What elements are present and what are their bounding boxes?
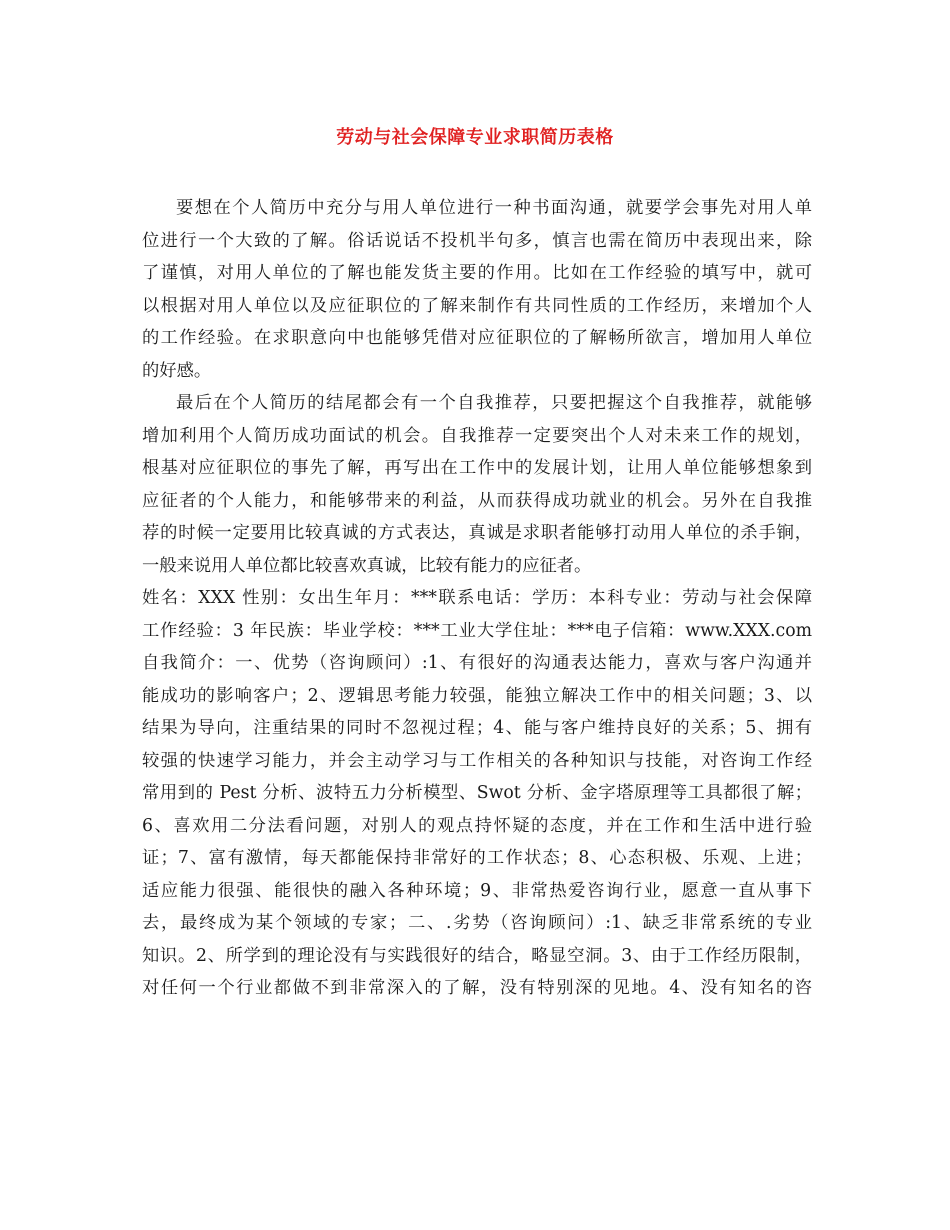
self-intro-line-10: 知识。2、所学到的理论没有与实践很好的结合，略显空洞。3、由于工作经历限制， bbox=[142, 945, 812, 966]
self-intro-line-5: 常用到的 Pest 分析、波特五力分析模型、Swot 分析、金字塔原理等工具都很了解； bbox=[142, 783, 812, 803]
resume-info-line-2: 工作经验：3 年民族：毕业学校：***工业大学住址：***电子信箱：www.XXX.com bbox=[142, 620, 812, 641]
resume-info-line-1: 姓名：XXX 性别：女出生年月：***联系电话：学历：本科专业：劳动与社会保障 bbox=[142, 588, 812, 608]
paragraph-1-line-3: 了谨慎，对用人单位的了解也能发货主要的作用。比如在工作经验的填写中，就可 bbox=[142, 263, 812, 283]
self-intro-line-8: 适应能力很强、能很快的融入各种环境；9、非常热爱咨询行业，愿意一直从事下 bbox=[142, 880, 812, 901]
self-intro-line-9: 去，最终成为某个领域的专家；二、.劣势（咨询顾问）:1、缺乏非常系统的专业 bbox=[142, 913, 812, 933]
self-intro-line-1: 自我简介：一、优势（咨询顾问）:1、有很好的沟通表达能力，喜欢与客户沟通并 bbox=[142, 653, 812, 673]
paragraph-2-line-3: 根基对应征职位的事先了解，再写出在工作中的发展计划，让用人单位能够想象到 bbox=[142, 458, 812, 478]
self-intro-line-3: 结果为导向，注重结果的同时不忽视过程；4、能与客户维持良好的关系；5、拥有 bbox=[142, 718, 812, 738]
paragraph-1-line-1: 要想在个人简历中充分与用人单位进行一种书面沟通，就要学会事先对用人单 bbox=[176, 198, 812, 218]
paragraph-2-line-1: 最后在个人简历的结尾都会有一个自我推荐，只要把握这个自我推荐，就能够 bbox=[176, 393, 812, 413]
paragraph-2-line-5: 荐的时候一定要用比较真诚的方式表达，真诚是求职者能够打动用人单位的杀手锏， bbox=[142, 523, 812, 543]
paragraph-2-line-6: 一般来说用人单位都比较喜欢真诚，比较有能力的应征者。 bbox=[142, 555, 592, 576]
paragraph-2-line-2: 增加利用个人简历成功面试的机会。自我推荐一定要突出个人对未来工作的规划， bbox=[142, 425, 812, 446]
self-intro-line-11: 对任何一个行业都做不到非常深入的了解，没有特别深的见地。4、没有知名的咨 bbox=[142, 978, 812, 998]
paragraph-1-line-5: 的工作经验。在求职意向中也能够凭借对应征职位的了解畅所欲言，增加用人单位 bbox=[142, 328, 812, 348]
paragraph-1-line-6: 的好感。 bbox=[142, 360, 212, 381]
paragraph-1-line-4: 以根据对用人单位以及应征职位的了解来制作有共同性质的工作经历，来增加个人 bbox=[142, 295, 812, 316]
self-intro-line-6: 6、喜欢用二分法看问题，对别人的观点持怀疑的态度，并在工作和生活中进行验 bbox=[142, 815, 812, 836]
document-body bbox=[142, 192, 812, 1005]
paragraph-1-line-2: 位进行一个大致的了解。俗话说话不投机半句多，慎言也需在简历中表现出来，除 bbox=[142, 230, 812, 251]
self-intro-line-2: 能成功的影响客户；2、逻辑思考能力较强，能独立解决工作中的相关问题；3、以 bbox=[142, 685, 812, 706]
document-title: 劳动与社会保障专业求职简历表格 bbox=[336, 127, 614, 148]
self-intro-line-4: 较强的快速学习能力，并会主动学习与工作相关的各种知识与技能，对咨询工作经 bbox=[142, 750, 812, 771]
paragraph-2-line-4: 应征者的个人能力，和能够带来的利益，从而获得成功就业的机会。另外在自我推 bbox=[142, 490, 812, 511]
self-intro-line-7: 证；7、富有激情，每天都能保持非常好的工作状态；8、心态积极、乐观、上进； bbox=[142, 848, 812, 868]
